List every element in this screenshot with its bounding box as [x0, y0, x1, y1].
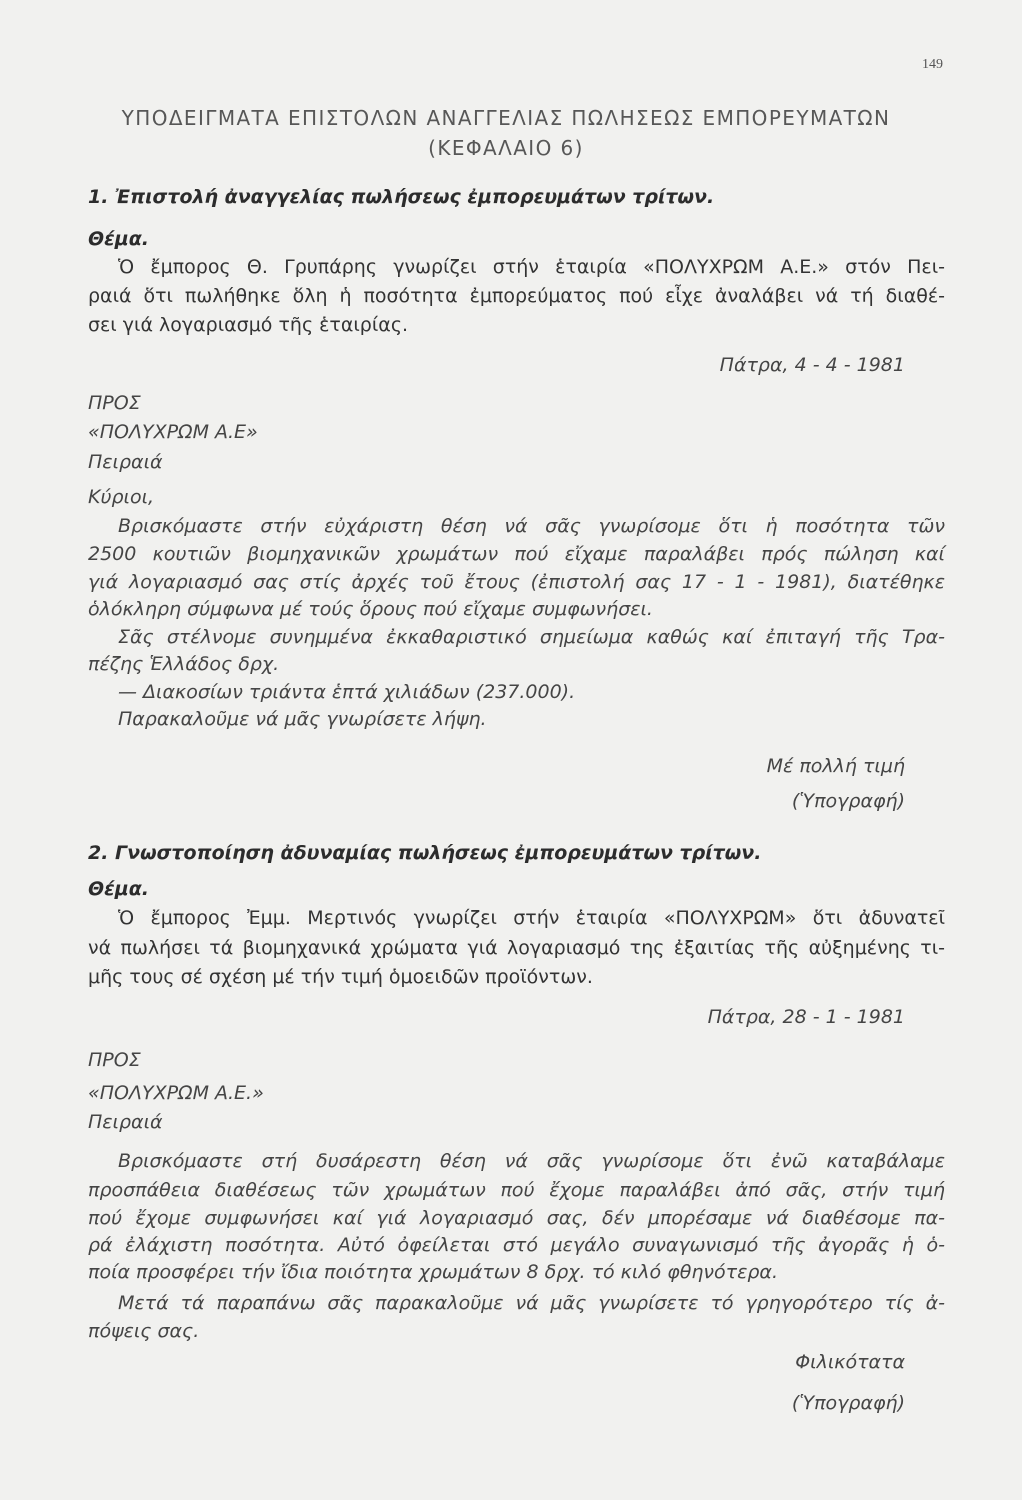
- subject-line: μῆς τους σέ σχέση μέ τήν τιμή ὁμοειδῶν προϊόντων.: [88, 966, 593, 988]
- subject-line: Ὁ ἔμπορος Θ. Γρυπάρης γνωρίζει στήν ἑταιρία «ΠΟΛΥΧΡΩΜ Α.Ε.» στόν Πει-: [118, 256, 945, 278]
- letter-body-line: ποία προσφέρει τήν ἴδια ποιότητα χρωμάτων 8 δρχ. τό κιλό φθηνότερα.: [88, 1261, 778, 1283]
- recipient-line: «ΠΟΛΥΧΡΩΜ Α.Ε.»: [88, 1082, 264, 1104]
- letter-body-line: Βρισκόμαστε στήν εὐχάριστη θέση νά σᾶς γνωρίσομε ὅτι ἡ ποσότητα τῶν: [118, 515, 945, 537]
- subject-label: Θέμα.: [88, 228, 149, 250]
- recipient-line: Πειραιά: [88, 1111, 163, 1133]
- subject-line: σει γιά λογαριασμό τῆς ἑταιρίας.: [88, 314, 409, 336]
- letter-body-line: Βρισκόμαστε στή δυσάρεστη θέση νά σᾶς γνωρίσομε ὅτι ἐνῶ καταβάλαμε: [118, 1150, 945, 1172]
- letter-body-line: — Διακοσίων τριάντα ἑπτά χιλιάδων (237.000).: [118, 681, 576, 703]
- letter-body-line: ρά ἐλάχιστη ποσότητα. Αὐτό ὀφείλεται στό μεγάλο συναγωνισμό τῆς ἀγορᾶς ἡ ὁ-: [88, 1234, 945, 1256]
- recipient-line: Πειραιά: [88, 451, 163, 473]
- letter-salutation: Κύριοι,: [88, 486, 155, 508]
- letter-signature: (Ὑπογραφή): [791, 790, 905, 812]
- letter-body-line: γιά λογαριασμό σας στίς ἀρχές τοῦ ἔτους (ἐπιστολή σας 17 - 1 - 1981), διατέθηκε: [88, 571, 945, 593]
- letter-signature: (Ὑπογραφή): [791, 1392, 905, 1414]
- subject-line: ραιά ὅτι πωλήθηκε ὅλη ἡ ποσότητα ἐμπορεύματος πού εἶχε ἀναλάβει νά τή διαθέ-: [88, 285, 945, 307]
- recipient-line: ΠΡΟΣ: [88, 392, 141, 414]
- letter-body-line: ὁλόκληρη σύμφωνα μέ τούς ὅρους πού εἴχαμε συμφωνήσει.: [88, 598, 653, 620]
- subject-line: νά πωλήσει τά βιομηχανικά χρώματα γιά λογαριασμό της ἐξαιτίας τῆς αὐξημένης τι-: [88, 937, 945, 959]
- section-heading: 1. Ἐπιστολή ἀναγγελίας πωλήσεως ἐμπορευμάτων τρίτων.: [88, 186, 715, 208]
- letter-body-line: πού ἔχομε συμφωνήσει καί γιά λογαριασμό σας, δέν μπορέσαμε νά διαθέσομε πα-: [88, 1207, 945, 1229]
- letter-closing: Μέ πολλή τιμή: [766, 755, 905, 777]
- recipient-line: ΠΡΟΣ: [88, 1049, 141, 1071]
- letter-closing: Φιλικότατα: [795, 1351, 905, 1373]
- section-heading: 2. Γνωστοποίηση ἀδυναμίας πωλήσεως ἐμπορευμάτων τρίτων.: [88, 842, 762, 864]
- letter-body-line: Μετά τά παραπάνω σᾶς παρακαλοῦμε νά μᾶς γνωρίσετε τό γρηγορότερο τίς ἀ-: [118, 1292, 945, 1314]
- recipient-line: «ΠΟΛΥΧΡΩΜ Α.Ε»: [88, 421, 258, 443]
- letter-body-line: προσπάθεια διαθέσεως τῶν χρωμάτων πού ἔχομε παραλάβει ἀπό σᾶς, στήν τιμή: [88, 1179, 945, 1201]
- letter-body-line: πόψεις σας.: [88, 1320, 200, 1342]
- subject-label: Θέμα.: [88, 878, 149, 900]
- subject-line: Ὁ ἔμπορος Ἐμμ. Μερτινός γνωρίζει στήν ἑταιρία «ΠΟΛΥΧΡΩΜ» ὅτι ἀδυνατεῖ: [118, 907, 945, 929]
- letter-body-line: 2500 κουτιῶν βιομηχανικῶν χρωμάτων πού εἴχαμε παραλάβει πρός πώληση καί: [88, 543, 945, 565]
- page-number: 149: [922, 57, 943, 72]
- letter-body-line: Σᾶς στέλνομε συνημμένα ἐκκαθαριστικό σημείωμα καθώς καί ἐπιταγή τῆς Τρα-: [118, 626, 945, 648]
- letter-body-line: Παρακαλοῦμε νά μᾶς γνωρίσετε λήψη.: [118, 708, 487, 730]
- chapter-subtitle: (ΚΕΦΑΛΑΙΟ 6): [428, 136, 584, 160]
- letter-date: Πάτρα, 4 - 4 - 1981: [719, 354, 905, 376]
- letter-body-line: πέζης Ἑλλάδος δρχ.: [88, 653, 280, 675]
- chapter-title: ΥΠΟΔΕΙΓΜΑΤΑ ΕΠΙΣΤΟΛΩΝ ΑΝΑΓΓΕΛΙΑΣ ΠΩΛΗΣΕΩΣ ΕΜΠΟΡΕΥΜΑΤΩΝ: [121, 106, 891, 130]
- letter-date: Πάτρα, 28 - 1 - 1981: [707, 1006, 905, 1028]
